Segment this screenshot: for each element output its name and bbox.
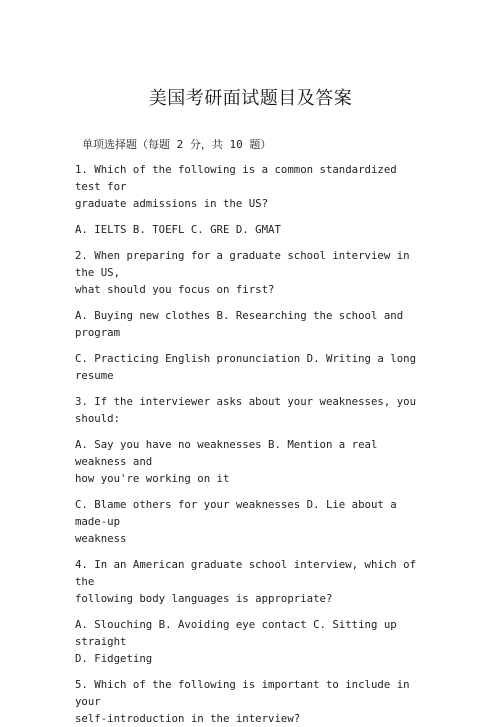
question-3-options-ab: A. Say you have no weaknesses B. Mention a real weakness and how you're working on it <box>75 438 378 485</box>
question-4: 4. In an American graduate school interview, which of the following body languages is appropriate? <box>75 558 417 605</box>
question-1-options: A. IELTS B. TOEFL C. GRE D. GMAT <box>75 223 281 236</box>
question-3: 3. If the interviewer asks about your weaknesses, you should: <box>75 395 417 425</box>
question-2: 2. When preparing for a graduate school interview in the US, what should you focus on first? <box>75 249 410 296</box>
question-2-options-cd: C. Practicing English pronunciation D. Writing a long resume <box>75 352 417 382</box>
question-1: 1. Which of the following is a common standardized test for graduate admissions in the US? <box>75 163 397 210</box>
question-4-options: A. Slouching B. Avoiding eye contact C. Sitting up straight D. Fidgeting <box>75 618 397 665</box>
section-heading: 单项选择题（每题 2 分，共 10 题） <box>82 138 272 151</box>
question-3-options-cd: C. Blame others for your weaknesses D. Lie about a made-up weakness <box>75 498 397 545</box>
question-5: 5. Which of the following is important to include in your self-introduction in the interview? <box>75 678 410 725</box>
question-2-options-ab: A. Buying new clothes B. Researching the school and program <box>75 309 404 339</box>
document-title: 美国考研面试题目及答案 <box>148 88 353 109</box>
